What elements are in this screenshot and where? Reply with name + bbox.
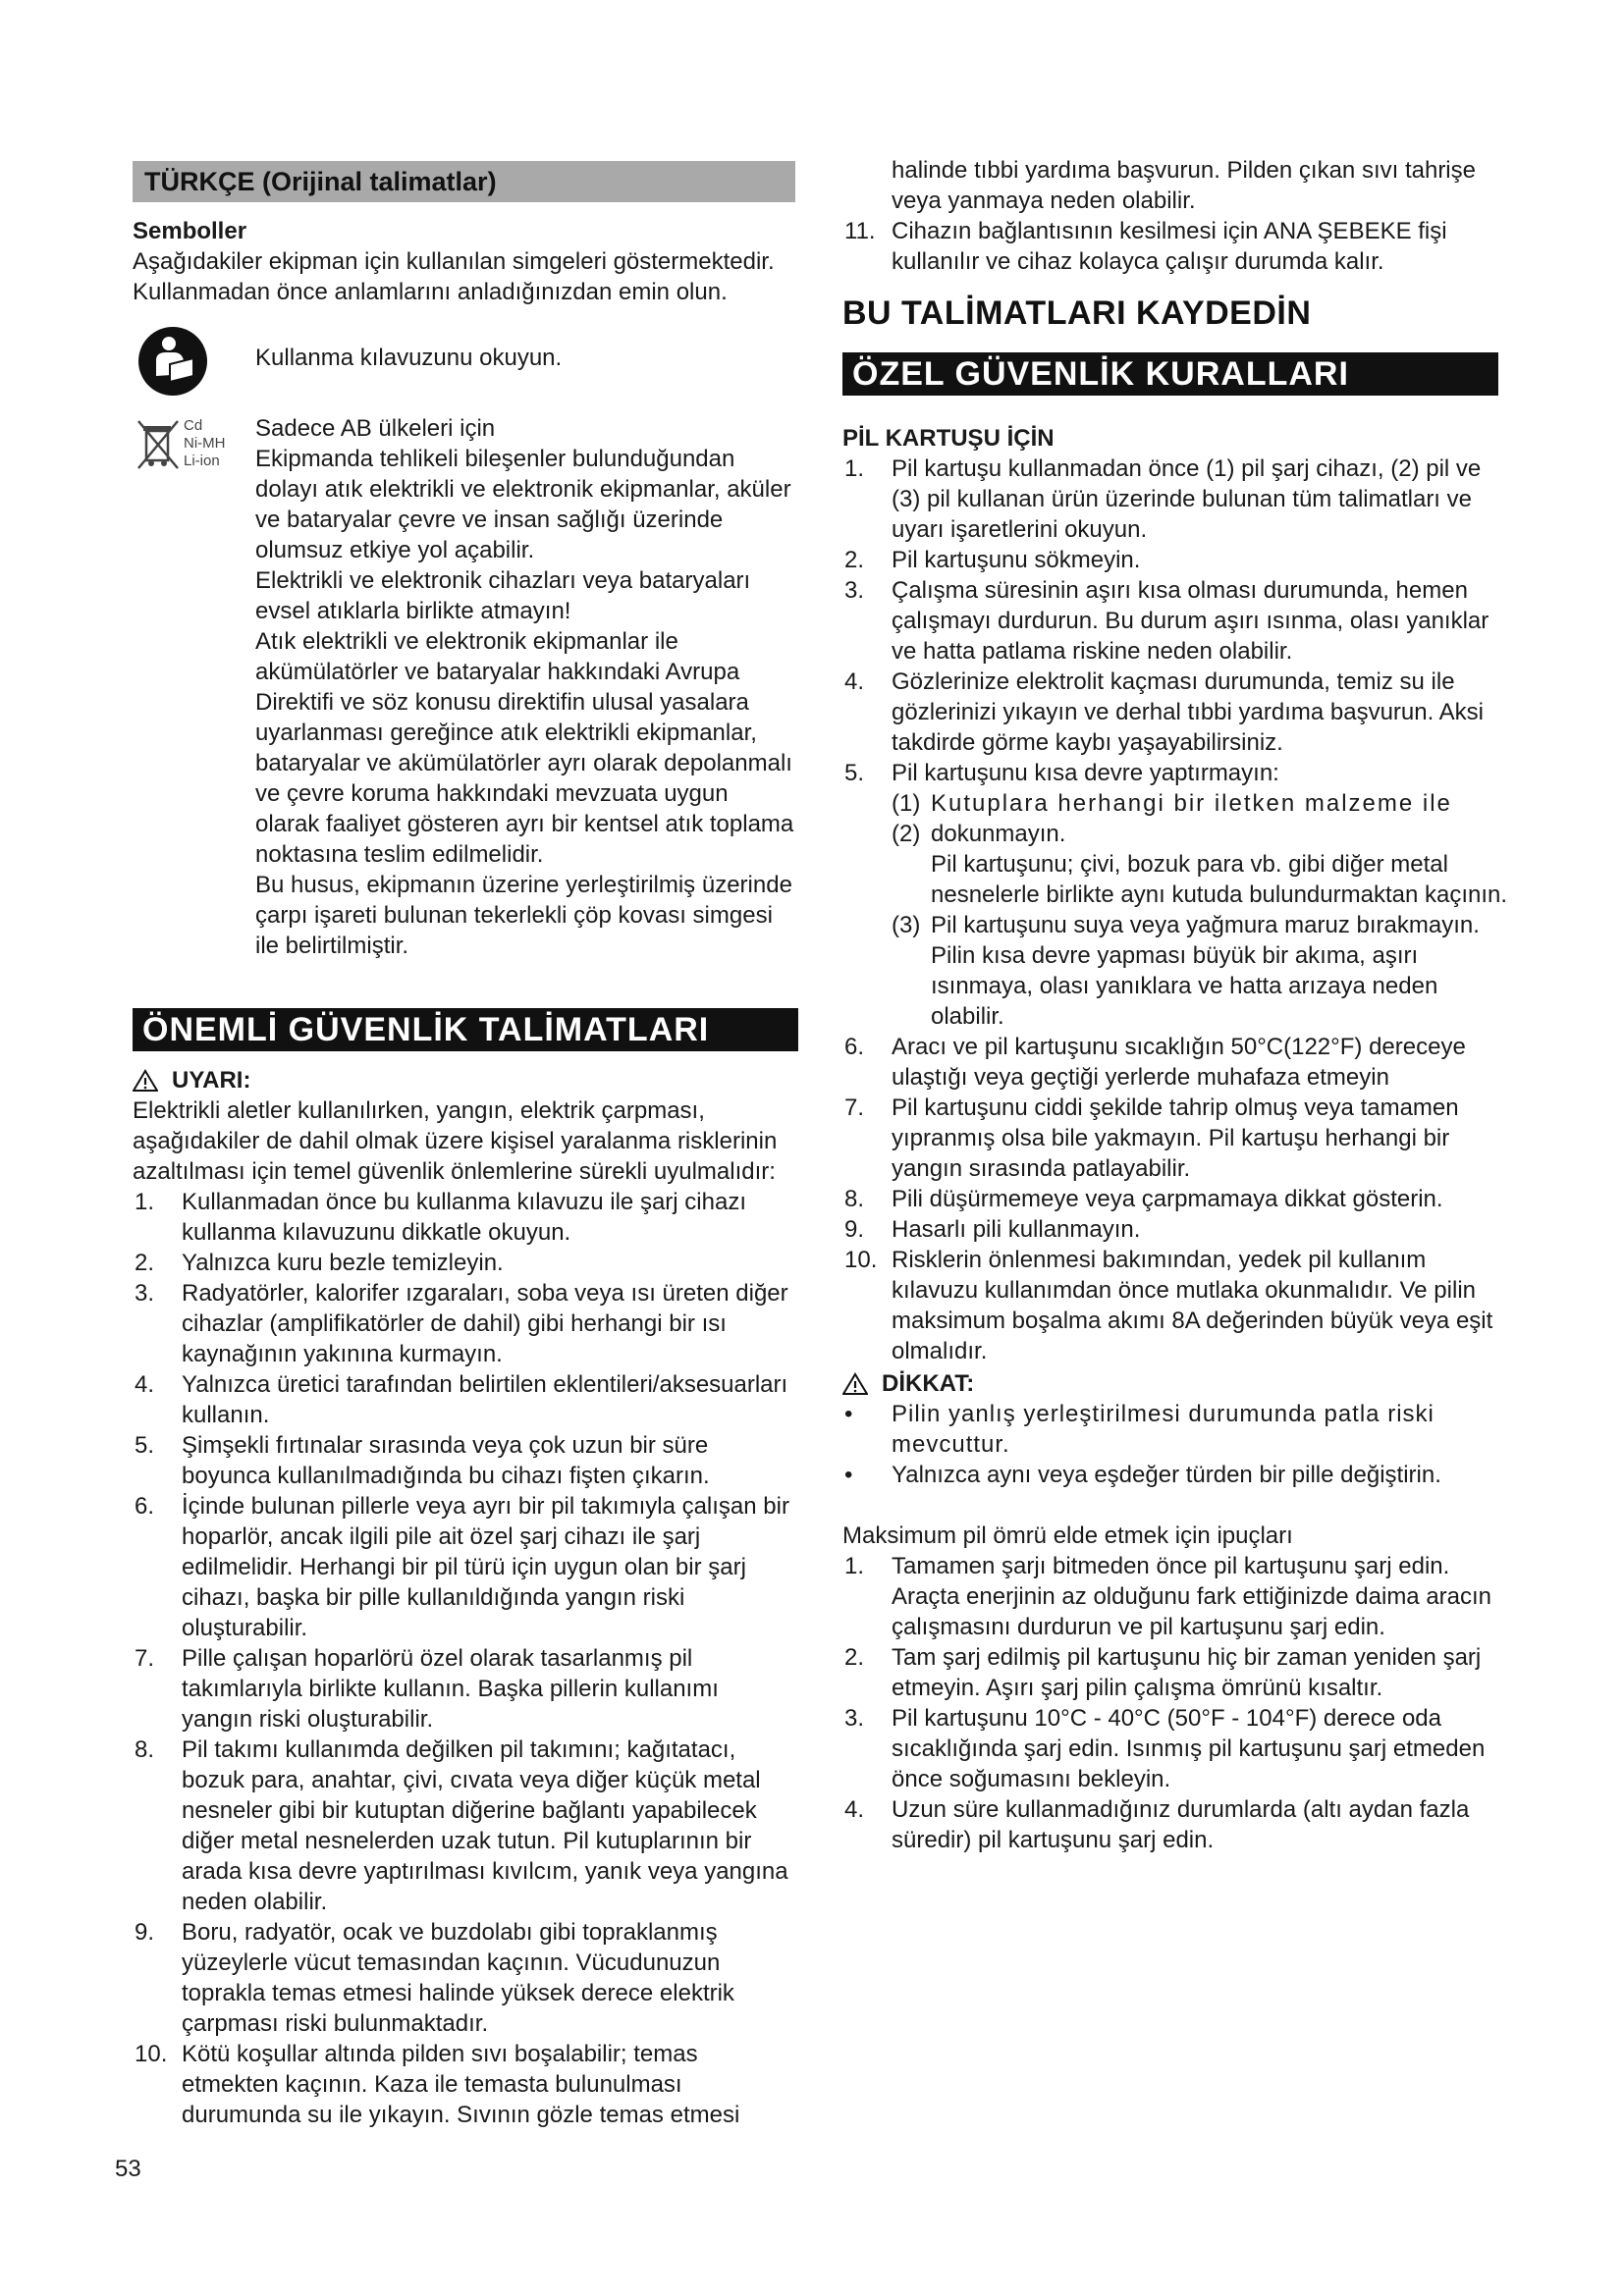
list-item: 4. Uzun süre kullanmadığınız durumlarda (altı aydan fazla süredir) pil kartuşunu şarj edin. [844, 1796, 1470, 1853]
list-item: 7. Pil kartuşunu ciddi şekilde tahrip olmuş veya tamamen yıpranmış olsa bile yakmayın. Pil kartuşu herhangi bir yangın sırasında patlayabilir. [844, 1095, 1459, 1182]
weee-icon [136, 417, 226, 472]
warning-icon [133, 1069, 158, 1093]
list-item: 4. Yalnızca üretici tarafından belirtilen eklentileri/aksesuarları kullanın. [135, 1371, 788, 1428]
list-item: 2. Yalnızca kuru bezle temizleyin. [135, 1250, 504, 1276]
symbol-manual-text: Kullanma kılavuzunu okuyun. [255, 345, 563, 371]
sub-item-detail: Pil kartuşunu; çivi, bozuk para vb. gibi diğer metal nesnelerle birlikte aynı kutuda bulundurmaktan kaçının. [931, 851, 1508, 908]
tips-list [842, 1551, 1510, 1855]
weee-text: Bu husus, ekipmanın üzerine yerleştirilmiş üzerinde çarpı işareti bulunan tekerlekli çöp kovası simgesi ile belirtilmiştir. [255, 872, 792, 959]
weee-text: Ekipmanda tehlikeli bileşenler bulunduğundan dolayı atık elektrikli ve elektronik ekipmanlar, aküler ve bataryalar çevre ve insan sağlığı üzerinde olumsuz etkiye yol açabilir. [255, 446, 791, 563]
list-item: 2. Pil kartuşunu sökmeyin. [844, 547, 1141, 573]
page-number: 53 [115, 2156, 141, 2182]
caution-label: DİKKAT: [882, 1370, 975, 1397]
list-item: 9. Boru, radyatör, ocak ve buzdolabı gibi topraklanmış yüzeylerle vücut temasından kaçının. Vücudunuzun toprakla temas etmesi halinde yüksek derece elektrik çarpması riski bulunmaktadır. [135, 1919, 734, 2037]
list-item: 3. Pil kartuşunu 10°C - 40°C (50°F - 104°F) derece oda sıcaklığında şarj edin. Isınmış pil kartuşunu şarj etmeden önce soğumasını bekleyin. [844, 1705, 1486, 1792]
symbol-weee-row [133, 413, 795, 961]
list-item: 1. Kullanmadan önce bu kullanma kılavuzu ile şarj cihazı kullanma kılavuzunu dikkatle okuyun. [135, 1189, 746, 1246]
warning-row [133, 1065, 795, 1095]
list-item: 7. Pille çalışan hoparlörü özel olarak tasarlanmış pil takımlarıyla birlikte kullanın. Başka pillerin kullanımı yangın riski oluşturabilir. [135, 1645, 719, 1733]
warning-intro: Elektrikli aletler kullanılırken, yangın, elektrik çarpması, aşağıdakiler de dahil olmak üzere kişisel yaralanma risklerinin azaltılması için temel güvenlik önlemlerine sürekli uyulmalıdır: [133, 1097, 778, 1185]
list-item: 10. Kötü koşullar altında pilden sıvı boşalabilir; temas etmekten kaçının. Kaza ile temasta bulunulması durumunda su ile yıkayın. Sıvının gözle temas etmesi [135, 2041, 740, 2128]
list-item: 8. Pil takımı kullanımda değilken pil takımını; kağıtatacı, bozuk para, anahtar, çivi, cıvata veya diğer küçük metal nesneler gibi bir kutuptan diğerine bağlantı yapabilecek diğer metal nesnelerden uzak tutun. Pil kutuplarının bir arada kısa devre yaptırılması kıvılcım, yanık veya yangına neden olabilir. [135, 1736, 788, 1915]
safety-header: ÖNEMLİ GÜVENLİK TALİMATLARI [133, 1008, 798, 1051]
list-item: 11. Cihazın bağlantısının kesilmesi için ANA ŞEBEKE fişi kullanılır ve cihaz kolayca çalışır durumda kalır. [844, 218, 1447, 275]
battery-list [842, 454, 1510, 1366]
symbols-intro: Aşağıdakiler ekipman için kullanılan simgeleri göstermektedir. Kullanmadan önce anlamlarını anladığınızdan emin olun. [133, 248, 775, 305]
list-item: 5. Şimşekli fırtınalar sırasında veya çok uzun bir süre boyunca kullanılmadığında bu cihazı fişten çıkarın. [135, 1432, 710, 1489]
caution-bullet: • Yalnızca aynı veya eşdeğer türden bir pille değiştirin. [844, 1462, 1441, 1488]
sub-item: (2) dokunmayın. [892, 821, 1066, 847]
list-item: 2. Tam şarj edilmiş pil kartuşunu hiç bir zaman yeniden şarj etmeyin. Aşırı şarj pilin çalışma ömrünü kısaltır. [844, 1644, 1482, 1701]
safety-list [133, 1187, 795, 2130]
sub-item: (3) Pil kartuşunu suya veya yağmura maruz bırakmayın. [892, 912, 1480, 938]
sub-item-detail: Pilin kısa devre yapması büyük bir akıma, aşırı ısınmaya, olası yanıklara ve hatta arızaya neden olabilir. [931, 942, 1438, 1030]
list-item: 8. Pili düşürmemeye veya çarpmamaya dikkat gösterin. [844, 1186, 1443, 1212]
continuation-text: halinde tıbbi yardıma başvurun. Pilden çıkan sıvı tahrişe veya yanmaya neden olabilir. [892, 157, 1476, 214]
battery-labels: Cd Ni-MH Li-ion [184, 417, 226, 469]
symbol-manual-row [133, 329, 795, 398]
list-item: 3. Çalışma süresinin aşırı kısa olması durumunda, hemen çalışmayı durdurun. Bu durum aşırı ısınma, olası yanıklar ve hatta patlama riskine neden olabilir. [844, 577, 1489, 665]
list-item: 5. Pil kartuşunu kısa devre yaptırmayın: (1) Kutuplara herhangi bir iletken malzeme ile (2) dokunmayın. Pil kartuşunu; çivi, bozuk para vb. gibi diğer metal nesnelerle birlikte aynı kutuda bulundurmaktan kaçının. (3) Pil kartuşunu suya veya yağmura maruz bırakmayın. Pilin kısa devre yapması büyük bir akıma, aşırı ısınmaya, olası yanıklara ve hatta arızaya neden olabilir. [842, 758, 1510, 1032]
list-item: 6. Aracı ve pil kartuşunu sıcaklığın 50°C(122°F) dereceye ulaştığı veya geçtiği yerlerde muhafaza etmeyin [844, 1034, 1466, 1091]
left-column [133, 155, 795, 2130]
battery-subtitle: PİL KARTUŞU İÇİN [842, 425, 1055, 452]
special-safety-header: ÖZEL GÜVENLİK KURALLARI [842, 352, 1498, 396]
list-item: 1. Pil kartuşu kullanmadan önce (1) pil şarj cihazı, (2) pil ve (3) pil kullanan ürün üzerinde bulunan tüm talimatları ve uyarı işaretlerini okuyun. [844, 455, 1482, 543]
weee-text: Elektrikli ve elektronik cihazları veya bataryaları evsel atıklarla birlikte atmayın! [255, 567, 751, 624]
read-manual-icon [136, 325, 209, 405]
warning-label: UYARI: [172, 1067, 251, 1094]
right-column [842, 155, 1510, 1855]
weee-text: Sadece AB ülkeleri için [255, 415, 496, 442]
symbols-title: Semboller [133, 218, 247, 244]
list-item: 3. Radyatörler, kalorifer ızgaraları, soba veya ısı üreten diğer cihazlar (amplifikatörler de dahil) gibi herhangi bir ısı kaynağının yakınına kurmayın. [135, 1280, 788, 1367]
tips-title: Maksimum pil ömrü elde etmek için ipuçları [842, 1522, 1293, 1549]
list-item: 1. Tamamen şarjı bitmeden önce pil kartuşunu şarj edin. Araçta enerjinin az olduğunu fark ettiğinizde daima aracın çalışmasını durdurun ve pil kartuşunu şarj edin. [844, 1553, 1492, 1640]
list-item: 6. İçinde bulunan pillerle veya ayrı bir pil takımıyla çalışan bir hoparlör, ancak ilgili pile ait özel şarj cihazı ile şarj edilmelidir. Herhangi bir pil türü için uygun olan bir şarj cihazı, başka bir pille kullanıldığında yangın riski oluşturabilir. [135, 1493, 789, 1641]
save-instructions-title: BU TALİMATLARI KAYDEDİN [842, 294, 1312, 332]
list-item: 4. Gözlerinize elektrolit kaçması durumunda, temiz su ile gözlerinizi yıkayın ve derhal tıbbi yardıma başvurun. Aksi takdirde görme kaybı yaşayabilirsiniz. [844, 668, 1484, 756]
caution-row [842, 1368, 1510, 1399]
warning-icon [842, 1372, 868, 1396]
language-header: TÜRKÇE (Orijinal talimatlar) [133, 161, 795, 202]
caution-bullet: • Pilin yanlış yerleştirilmesi durumunda patla riski mevcuttur. [844, 1401, 1435, 1458]
list-item: 10. Risklerin önlenmesi bakımından, yedek pil kullanım kılavuzu kullanımdan önce mutlaka okunmalıdır. Ve pilin maksimum boşalma akımı 8A değerinden büyük veya eşit olmalıdır. [844, 1247, 1493, 1364]
list-item: 9. Hasarlı pili kullanmayın. [844, 1216, 1141, 1243]
weee-text: Atık elektrikli ve elektronik ekipmanlar ile akümülatörler ve bataryalar hakkındaki Avrupa Direktifi ve söz konusu direktifin ulusal yasalara uyarlanması gereğince atık elektrikli ekipmanlar, bataryalar ve akümülatörler ayrı olarak depolanmalı ve çevre koruma hakkındaki mevzuata uygun olarak faaliyet gösteren ayrı bir kentsel atık toplama noktasına teslim edilmelidir. [255, 628, 794, 868]
sub-item: (1) Kutuplara herhangi bir iletken malzeme ile [892, 790, 1452, 817]
